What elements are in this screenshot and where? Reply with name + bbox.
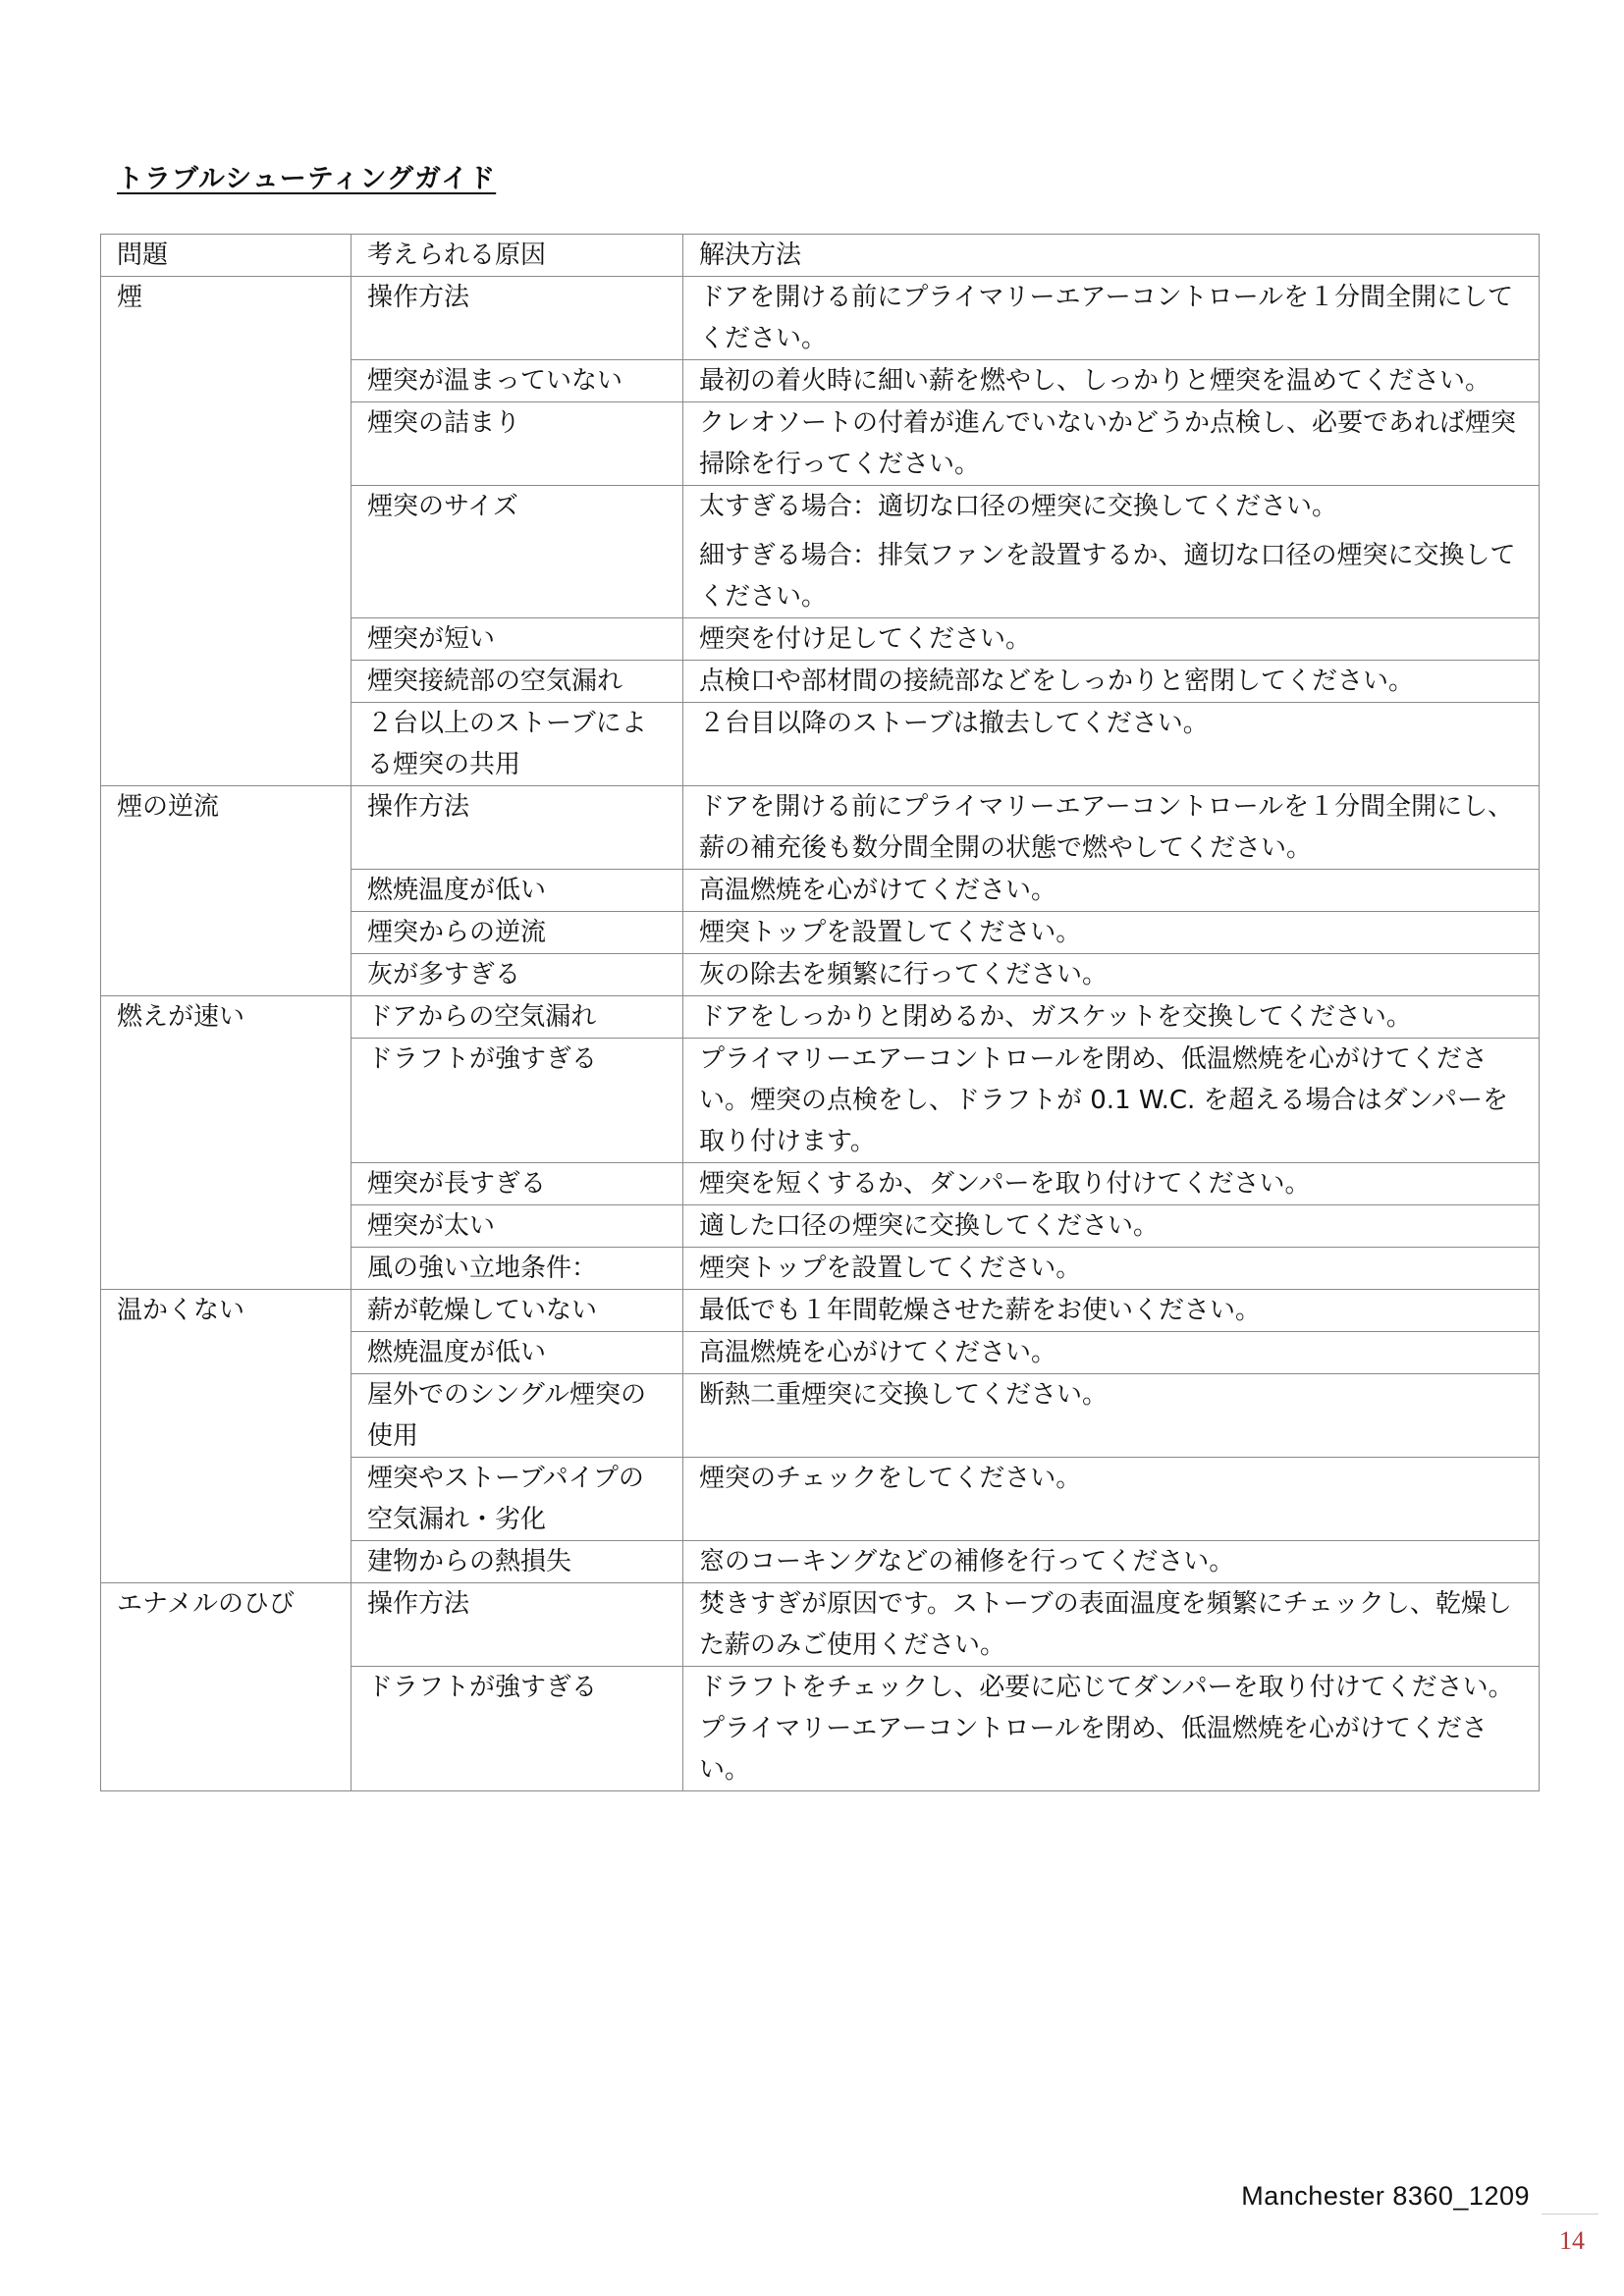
cause-cell: ドアからの空気漏れ: [352, 996, 683, 1039]
page-number-rule: [1542, 2214, 1598, 2215]
footer-model-reference: Manchester 8360_1209: [1241, 2181, 1530, 2211]
solution-cell: [683, 1290, 1540, 1332]
cause-cell: 薪が乾燥していない: [352, 1290, 683, 1332]
solution-cell: [683, 1667, 1540, 1791]
solution-text: ２台目以降のストーブは撤去してください。: [699, 709, 1209, 738]
solution-text: 高温燃焼を心がけてください。: [699, 1338, 1057, 1367]
solution-cell: [683, 996, 1540, 1039]
cause-cell: 燃焼温度が低い: [352, 1332, 683, 1374]
solution-text: 最低でも１年間乾燥させた薪をお使いください。: [699, 1296, 1262, 1325]
problem-cell: 温かくない: [101, 1290, 352, 1583]
cause-cell: 屋外でのシングル煙突の使用: [352, 1374, 683, 1458]
solution-cell: [683, 1332, 1540, 1374]
solution-text: 太すぎる場合：適切な口径の煙突に交換してください。: [699, 492, 1338, 521]
problem-cell: エナメルのひび: [101, 1583, 352, 1791]
header-problem: 問題: [101, 235, 352, 277]
table-row: [101, 996, 1540, 1039]
cause-cell: 操作方法: [352, 786, 683, 870]
solution-text: ドラフトをチェックし、必要に応じてダンパーを取り付けてください。プライマリーエアーコントロールを閉め、低温燃焼を心がけてください。: [699, 1673, 1514, 1785]
cause-cell: 煙突のサイズ: [352, 486, 683, 618]
cause-cell: ドラフトが強すぎる: [352, 1667, 683, 1791]
solution-text: 細すぎる場合：排気ファンを設置するか、適切な口径の煙突に交換してください。: [699, 541, 1516, 612]
page-number: 14: [1559, 2226, 1585, 2255]
solution-cell: [683, 1248, 1540, 1290]
solution-text: 灰の除去を頻繁に行ってください。: [699, 960, 1109, 989]
solution-cell: [683, 486, 1540, 618]
solution-text: 窓のコーキングなどの補修を行ってください。: [699, 1547, 1235, 1576]
troubleshooting-table-body: [101, 277, 1540, 1791]
solution-text: 最初の着火時に細い薪を燃やし、しっかりと煙突を温めてください。: [699, 366, 1491, 396]
cause-cell: 煙突が温まっていない: [352, 360, 683, 402]
solution-text: 煙突を短くするか、ダンパーを取り付けてください。: [699, 1169, 1311, 1199]
solution-cell: [683, 618, 1540, 661]
solution-text: 高温燃焼を心がけてください。: [699, 876, 1057, 905]
solution-cell: [683, 1205, 1540, 1248]
cause-cell: 灰が多すぎる: [352, 954, 683, 996]
solution-cell: [683, 954, 1540, 996]
problem-cell: 煙: [101, 277, 352, 786]
problem-cell: 煙の逆流: [101, 786, 352, 996]
solution-cell: [683, 912, 1540, 954]
solution-cell: [683, 1374, 1540, 1458]
solution-text: クレオソートの付着が進んでいないかどうか点検し、必要であれば煙突掃除を行ってください。: [699, 408, 1517, 479]
solution-text: ドアを開ける前にプライマリーエアーコントロールを１分間全開にし、薪の補充後も数分間全開の状態で燃やしてください。: [699, 792, 1514, 863]
table-row: [101, 277, 1540, 360]
table-row: [101, 1290, 1540, 1332]
solution-cell: [683, 402, 1540, 486]
cause-cell: ドラフトが強すぎる: [352, 1039, 683, 1163]
table-row: [101, 786, 1540, 870]
cause-cell: 建物からの熱損失: [352, 1541, 683, 1583]
table-header-row: [101, 235, 1540, 277]
problem-cell: 燃えが速い: [101, 996, 352, 1290]
solution-text: プライマリーエアーコントロールを閉め、低温燃焼を心がけてください。煙突の点検をし、ドラフトが 0.1 W.C. を超える場合はダンパーを取り付けます。: [699, 1044, 1508, 1156]
solution-text: 断熱二重煙突に交換してください。: [699, 1380, 1109, 1410]
header-cause: 考えられる原因: [352, 235, 683, 277]
solution-cell: [683, 1583, 1540, 1667]
cause-cell: 煙突からの逆流: [352, 912, 683, 954]
solution-text: ドアをしっかりと閉めるか、ガスケットを交換してください。: [699, 1002, 1412, 1032]
solution-text: 煙突を付け足してください。: [699, 624, 1032, 654]
cause-cell: 風の強い立地条件：: [352, 1248, 683, 1290]
solution-cell: [683, 1458, 1540, 1541]
solution-cell: [683, 360, 1540, 402]
solution-text: 煙突トップを設置してください。: [699, 918, 1082, 947]
cause-cell: 煙突やストーブパイプの空気漏れ・劣化: [352, 1458, 683, 1541]
header-solution: 解決方法: [683, 235, 1540, 277]
solution-cell: [683, 703, 1540, 786]
solution-cell: [683, 277, 1540, 360]
solution-cell: [683, 661, 1540, 703]
solution-text: 適した口径の煙突に交換してください。: [699, 1211, 1160, 1241]
solution-cell: [683, 786, 1540, 870]
cause-cell: 操作方法: [352, 277, 683, 360]
table-row: [101, 1583, 1540, 1667]
troubleshooting-table: [100, 234, 1540, 1791]
solution-cell: [683, 1039, 1540, 1163]
cause-cell: ２台以上のストーブによる煙突の共用: [352, 703, 683, 786]
page-title: トラブルシューティングガイド: [117, 164, 497, 194]
solution-cell: [683, 870, 1540, 912]
cause-cell: 煙突が短い: [352, 618, 683, 661]
cause-cell: 煙突が長すぎる: [352, 1163, 683, 1205]
cause-cell: 煙突の詰まり: [352, 402, 683, 486]
solution-text: 焚きすぎが原因です。ストーブの表面温度を頻繁にチェックし、乾燥した薪のみご使用ください。: [699, 1589, 1512, 1660]
cause-cell: 煙突が太い: [352, 1205, 683, 1248]
solution-text: 点検口や部材間の接続部などをしっかりと密閉してください。: [699, 667, 1415, 696]
solution-cell: [683, 1163, 1540, 1205]
cause-cell: 燃焼温度が低い: [352, 870, 683, 912]
cause-cell: 煙突接続部の空気漏れ: [352, 661, 683, 703]
solution-text: ドアを開ける前にプライマリーエアーコントロールを１分間全開にしてください。: [699, 283, 1514, 353]
solution-text: 煙突トップを設置してください。: [699, 1254, 1082, 1283]
solution-cell: [683, 1541, 1540, 1583]
solution-text: 煙突のチェックをしてください。: [699, 1464, 1082, 1493]
cause-cell: 操作方法: [352, 1583, 683, 1667]
